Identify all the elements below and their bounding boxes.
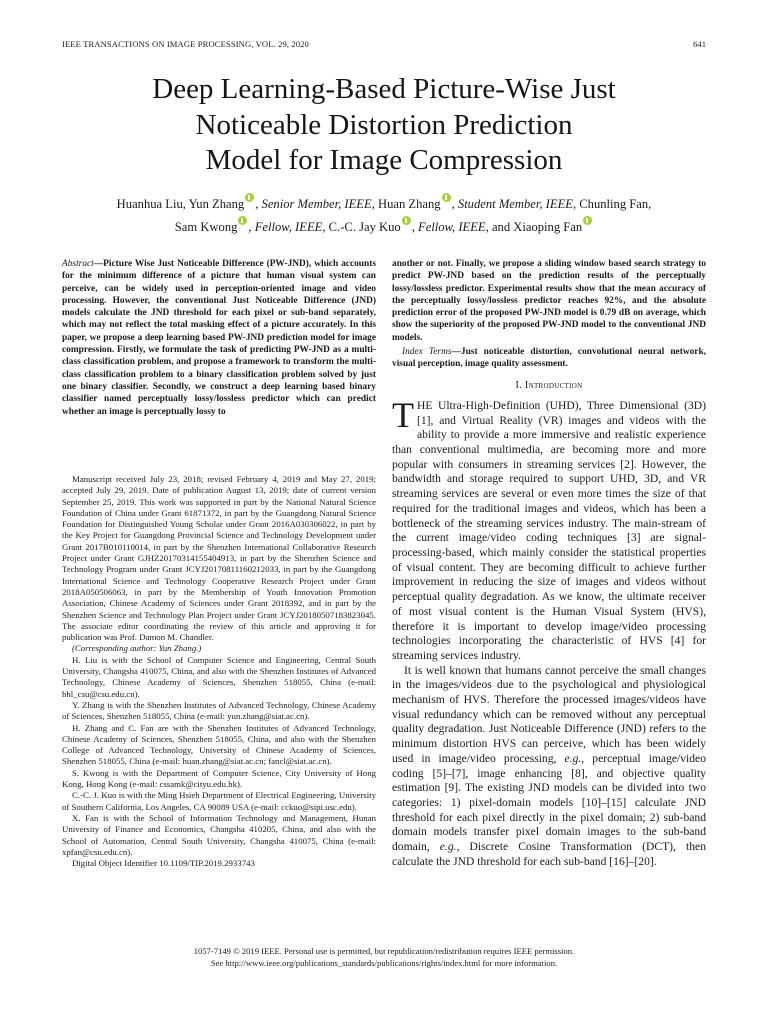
author-role: , Senior Member, IEEE	[255, 197, 372, 211]
section-heading	[392, 380, 706, 392]
author-name: , Chunling Fan,	[572, 197, 652, 211]
author-name: , and Xiaoping Fan	[485, 220, 583, 234]
footnote: (Corresponding author: Yun Zhang.)	[72, 643, 202, 654]
introduction	[392, 394, 706, 870]
paragraph	[392, 394, 706, 664]
index-terms-body: —Just noticeable distortion, convolutional neural network, visual perception, image quality assessment.	[392, 347, 707, 370]
rights-link[interactable]: See http://www.ieee.org/publications_standards/publications/rights/index.html for more information.	[210, 957, 558, 968]
abbrev-eg: e.g.	[439, 840, 457, 854]
drop-cap: T	[392, 394, 414, 435]
footnote: Y. Zhang is with the Shenzhen Institutes of Advanced Technology, Chinese Academy of Sciences, Shenzhen 518055, China (e-mail: yun.zhang@siat.ac.cn).	[62, 699, 376, 722]
orcid-icon[interactable]	[238, 216, 247, 225]
section-number: I.	[515, 379, 525, 391]
footnote: Manuscript received July 23, 2018; revised February 4, 2019 and May 27, 2019; accepted July 29, 2019. Date of publication August 13, 2019; date of current version September 25, 2019. This work was supported in part by the National Natural Science Foundation of China under Grant 61871372, in part by the Guangdong Natural Science Foundation for Distinguished Young Scholar under Grant 2016A030306022, in part by the Key Project for Guangdong Provincial Science and Technology Development under Grant 2017B010110014, in part by the Shenzhen International Collaborative Research Project under Grant GJHZ20170314155404913, in part by the Shenzhen Science and Technology Program under Grant JCYJ20170811160212033, in part by the Guangdong International Science and Technology Cooperative Research Project under Grant 2018A050506063, in part by the Membership of Youth Innovation Promotion Association, Chinese Academy of Sciences under Grant 2018392, and in part by the Shenzhen Science and Technology Plan Project under Grant JCYJ20180507183823045. The associate editor coordinating the review of this article and approving it for publication was Prof. Damon M. Chandler.	[62, 474, 376, 643]
paragraph-text: HE Ultra-High-Definition (UHD), Three Dimensional (3D) [1], and Virtual Reality (VR) images and videos with the ability to provide a more immersive and realistic experience than conventional multimedia, are becoming more and more popular with consumers in streaming services [2]. However, the bandwidth and storage required to support UHD, 3D, and VR streaming services are several or even more times the size of that required for the traditional images and videos, which has been a bottleneck of the streaming services industry. The main-stream of the current image/video coding techniques [3] are signal-processing-based, which mainly consider the statistical properties of visual content. They are becoming difficult to achieve further improvement in reducing the size of images and videos without perceptual quality degradation. As we know, the ultimate receiver of most visual content is the Human Visual System (HVS), therefore it is important to develop image/video processing technologies incorporating the characteristic of HVS [4] for streaming services industry.	[392, 398, 706, 662]
footnote: H. Zhang and C. Fan are with the Shenzhen Institutes of Advanced Technology, Chinese Academy of Sciences, Shenzhen 518055, China, and also with the Shenzhen College of Advanced Technology, University of Chinese Academy of Sciences, Shenzhen 518055, China (e-mail: huan.zhang@siat.ac.cn; fancl@siat.ac.cn).	[62, 722, 376, 767]
orcid-icon[interactable]	[442, 193, 451, 202]
copyright-footer	[40, 946, 728, 969]
author-name: Huanhua Liu, Yun Zhang	[116, 197, 245, 211]
author-name: , Huan Zhang	[371, 197, 441, 211]
paragraph-text: , Discrete Cosine Transformation (DCT), then calculate the JND threshold for each sub-band [16]–[20].	[392, 840, 706, 868]
author-role: , Fellow, IEEE	[411, 220, 486, 234]
title-line: Deep Learning-Based Picture-Wise Just	[152, 73, 616, 105]
author-list	[40, 193, 728, 239]
paragraph-text: It is well known that humans cannot perceive the small changes in the images/videos due to the psychological and physiological mechanism of HVS. Therefore the processed images/videos have visual redundancy which can be removed without any perceptual quality degradation. Just Noticeable Difference (JND) refers to the minimum distortion HVS can perceive, which has been widely used in image/video processing,	[392, 663, 706, 765]
footnote: C.-C. J. Kuo is with the Ming Hsieh Department of Electrical Engineering, University of Southern California, Los Angeles, CA 90089 USA (e-mail: cckuo@sipi.usc.edu).	[62, 790, 376, 812]
abbrev-eg: e.g.	[564, 751, 582, 765]
right-column	[392, 258, 706, 869]
footnote: H. Liu is with the School of Computer Science and Engineering, Central South University, Changsha 410075, China, and also with the Shenzhen Institutes of Advanced Technology, Chinese Academy of Sciences, Shenzhen 518055, China (e-mail: hhl_csu@csu.edu.cn).	[62, 654, 376, 699]
abstract-body: —Picture Wise Just Noticeable Difference (PW-JND), which accounts for the minimum difference of a picture that human visual system can perceive, can be widely used in perception-oriented image and video processing. However, the conventional Just Noticeable Difference (JND) models calculate the JND threshold for each pixel or sub-band separately, which may not reflect the total masking effect of a picture accurately. In this paper, we propose a deep learning based PW-JND prediction model for image compression. Firstly, we formulate the task of predicting PW-JND as a multi-class classification problem, and propose a framework to transform the multi-class classification problem to a binary classification problem solved by just one binary classifier. Secondly, we construct a deep learning based binary classifier named perceptually lossy/lossless predictor which can predict whether an image is perceptually lossy to	[62, 259, 376, 417]
paragraph	[392, 664, 706, 870]
running-header: IEEE TRANSACTIONS ON IMAGE PROCESSING, VOL. 29, 2020	[62, 39, 309, 49]
abstract	[62, 258, 376, 418]
author-role: , Fellow, IEEE	[248, 220, 323, 234]
doi[interactable]: Digital Object Identifier 10.1109/TIP.2019.2933743	[72, 858, 255, 869]
abstract-label: Abstract	[62, 259, 94, 269]
paragraph-text: , perceptual image/video coding [5]–[7], image enhancing [8], and objective quality estimation [9]. The existing JND models can be divided into two categories: 1) pixel-domain models [10]–[15] calculate JND threshold for each pixel directly in the pixel domain; 2) sub-band domain models transfer pixel domain images to the sub-band domain,	[392, 751, 706, 854]
title-line: Noticeable Distortion Prediction	[195, 108, 573, 141]
footnotes	[62, 474, 376, 869]
author-name: Sam Kwong	[174, 220, 238, 234]
footnote: S. Kwong is with the Department of Computer Science, City University of Hong Kong, Hong Kong (e-mail: cssamk@cityu.edu.hk).	[62, 767, 376, 790]
copyright-line: 1057-7149 © 2019 IEEE. Personal use is permitted, but republication/redistribution requires IEEE permission.	[193, 946, 575, 956]
orcid-icon[interactable]	[245, 193, 254, 202]
author-name: , C.-C. Jay Kuo	[322, 220, 401, 234]
footnote: X. Fan is with the School of Information Technology and Management, Hunan University of Finance and Economics, Changsha 410205, China, and also with the School of Automation, Central South University, Changsha 410075, China (e-mail: xpfan@csu.edu.cn).	[62, 812, 376, 857]
paper-title	[40, 72, 728, 179]
index-terms-label: Index Terms	[402, 347, 452, 358]
index-terms	[392, 346, 706, 371]
orcid-icon[interactable]	[583, 216, 592, 225]
orcid-icon[interactable]	[402, 216, 411, 225]
author-role: , Student Member, IEEE	[451, 197, 573, 211]
title-line: Model for Image Compression	[205, 144, 563, 176]
abstract-continued: another or not. Finally, we propose a sliding window based search strategy to predict PW-JND based on the prediction results of the perceptually lossy/lossless predictor. Experimental results show that the mean accuracy of the perceptually lossy/lossless predictor reaches 92%, and the absolute prediction error of the proposed PW-JND model is 0.79 dB on average, which show the superiority of the proposed PW-JND model to the conventional JND models.	[392, 259, 706, 343]
page-number: 641	[693, 39, 706, 49]
section-title: Introduction	[524, 379, 583, 391]
